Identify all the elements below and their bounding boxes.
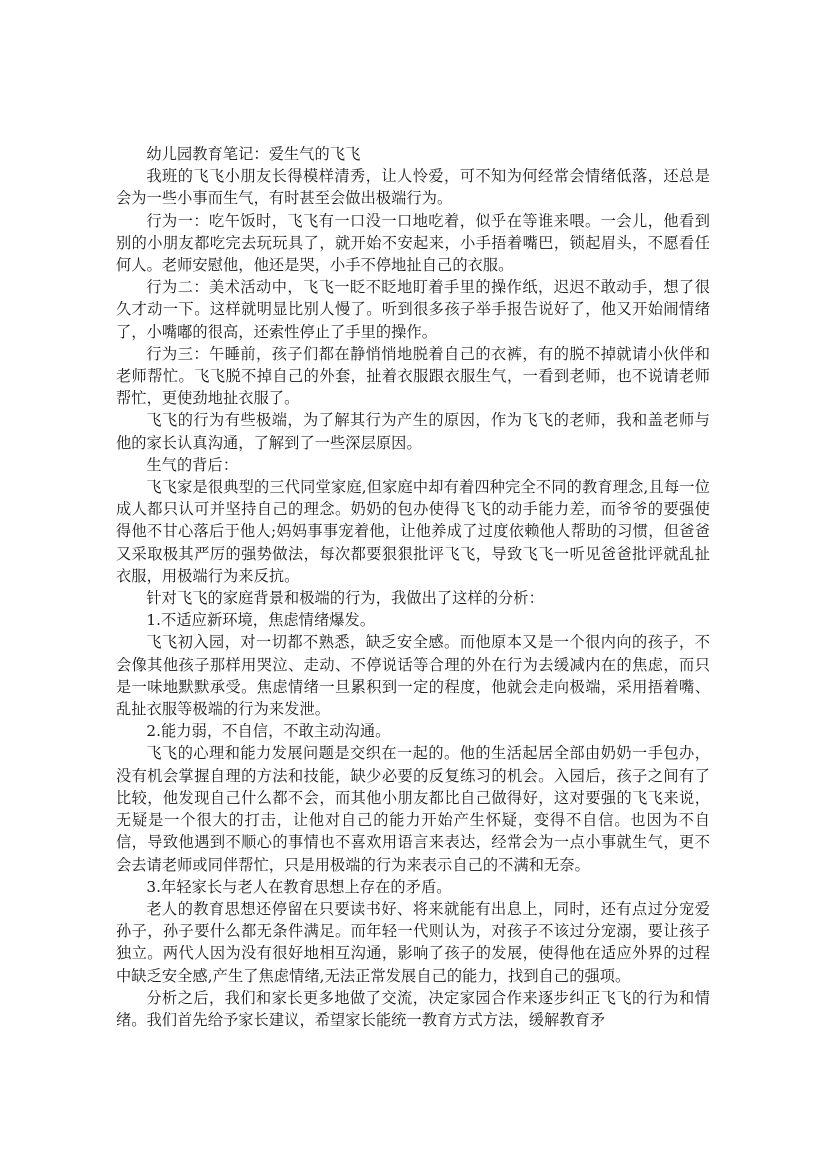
paragraph-behavior-3: 行为三：午睡前，孩子们都在静悄悄地脱着自己的衣裤，有的脱不掉就请小伙伴和老师帮忙。飞飞脱不掉自己的外套，扯着衣服跟衣服生气，一看到老师，也不说请老师帮忙，更使劲地扯衣服了。 [116,344,710,408]
analysis-heading-1: 1.不适应新环境，焦虑情绪爆发。 [146,611,376,630]
paragraph-analysis-2: 飞飞的心理和能力发展问题是交织在一起的。他的生活起居全部由奶奶一手包办，没有机会掌握自理的方法和技能，缺少必要的反复练习的机会。入园后，孩子之间有了比较，他发现自己什么都不会，而其他小朋友都比自己做得好，这对要强的飞飞来说，无疑是一个很大的打击，让他对自己的能力开始产生怀疑，变得不自信。也因为不自信，导致他遇到不顺心的事情也不喜欢用语言来表达，经常会为一点小事就生气，更不会去请老师或同伴帮忙，只是用极端的行为来表示自己的不满和无奈。 [116,744,710,874]
document-body [116,143,710,1031]
section-heading-background: 生气的背后： [146,455,239,474]
analysis-heading-3: 3.年轻家长与老人在教育思想上存在的矛盾。 [146,877,452,896]
paragraph-conclusion: 分析之后，我们和家长更多地做了交流，决定家园合作来逐步纠正飞飞的行为和情绪。我们首先给予家长建议，希望家长能统一教育方式方法，缓解教育矛 [116,988,710,1029]
paragraph-behavior-2: 行为二：美术活动中，飞飞一眨不眨地盯着手里的操作纸，迟迟不敢动手，想了很久才动一下。这样就明显比别人慢了。听到很多孩子举手报告说好了，他又开始闹情绪了，小嘴嘟的很高，还索性停止了手里的操作。 [116,278,710,341]
paragraph-summary: 飞飞的行为有些极端，为了解其行为产生的原因，作为飞飞的老师，我和盖老师与他的家长认真沟通，了解到了一些深层原因。 [116,411,710,452]
paragraph-intro: 我班的飞飞小朋友长得模样清秀，让人怜爱，可不知为何经常会情绪低落，还总是会为一些小事而生气，有时甚至会做出极端行为。 [116,167,710,208]
analysis-heading-2: 2.能力弱，不自信，不敢主动沟通。 [146,722,391,741]
paragraph-analysis-3: 老人的教育思想还停留在只要读书好、将来就能有出息上，同时，还有点过分宠爱孙子，孙子要什么都无条件满足。而年轻一代则认为，对孩子不该过分宠溺，要让孩子独立。两代人因为没有很好地相互沟通，影响了孩子的发展，使得他在适应外界的过程中缺乏安全感,产生了焦虑情绪,无法正常发展自己的能力，找到自己的强项。 [116,899,710,985]
paragraph-analysis-1: 飞飞初入园，对一切都不熟悉，缺乏安全感。而他原本又是一个很内向的孩子，不会像其他孩子那样用哭泣、走动、不停说话等合理的外在行为去缓减内在的焦虑，而只是一味地默默承受。焦虑情绪一旦累积到一定的程度，他就会走向极端，采用捂着嘴、乱扯衣服等极端的行为来发泄。 [116,633,710,719]
paragraph-behavior-1: 行为一：吃午饭时，飞飞有一口没一口地吃着，似乎在等谁来喂。一会儿，他看到别的小朋友都吃完去玩玩具了，就开始不安起来，小手捂着嘴巴，锁起眉头，不愿看任何人。老师安慰他，他还是哭，小手不停地扯自己的衣服。 [116,211,710,275]
paragraph-analysis-intro: 针对飞飞的家庭背景和极端的行为，我做出了这样的分析： [146,589,544,608]
paragraph-family: 飞飞家是很典型的三代同堂家庭,但家庭中却有着四种完全不同的教育理念,且每一位成人都只认可并坚持自己的理念。奶奶的包办使得飞飞的动手能力差，而爷爷的要强使得他不甘心落后于他人;妈妈事事宠着他，让他养成了过度依赖他人帮助的习惯，但爸爸又采取极其严厉的强势做法，每次都要狠狠批评飞飞，导致飞飞一听见爸爸批评就乱扯衣服，用极端行为来反抗。 [116,478,710,585]
document-title: 幼儿园教育笔记：爱生气的飞飞 [146,145,361,163]
